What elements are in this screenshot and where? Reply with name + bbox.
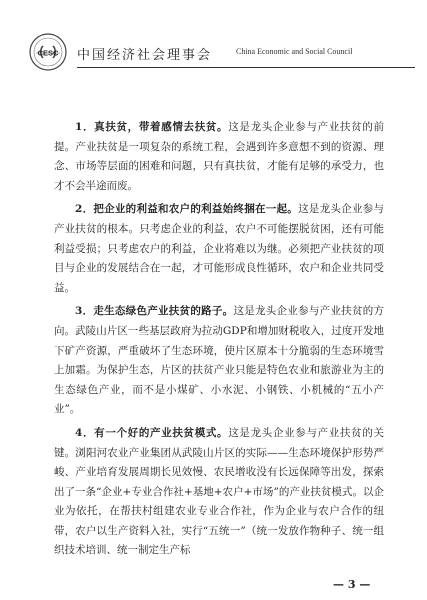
org-name-cn: 中国经济社会理事会 (77, 48, 213, 63)
paragraph-1-text: 这是龙头企业参与产业扶贫的前提。产业扶贫是一项复杂的系统工程，会遇到许多意想不到的资源、理念、市场等层面的困难和问题，只有真扶贫，才能有足够的承受力，也才不会半途而废。 (54, 121, 385, 192)
page-number: — 3 — (333, 578, 371, 591)
paragraph-2-heading: 2．把企业的利益和农户的利益始终捆在一起。 (75, 203, 299, 216)
paragraph-3-text: 这是龙头企业参与产业扶贫的方向。武陵山片区一些基层政府为拉动GDP和增加财税收入，过度开发地下矿产资源，严重破坏了生态环境，使片区原本十分脆弱的生态环境雪上加霜。为保护生态，片区的扶贫产业只能是特色农业和旅游业为主的生态绿色产业，而不是小煤矿、小水泥、小钢铁、小机械的“五小产业”。 (54, 305, 385, 416)
org-name-en: China Economic and Social Council (236, 47, 353, 56)
logo-text: CESC (37, 48, 59, 58)
page-header (22, 32, 402, 72)
paragraph-2-text: 这是龙头企业参与产业扶贫的根本。只考虑企业的利益，农户不可能摆脱贫困，还有可能利益受损；只考虑农户的利益，企业将难以为继。必须把产业扶贫的项目与企业的发展结合在一起，才可能形成良性循环，农户和企业共同受益。 (54, 203, 384, 294)
paragraph-1-heading: 1．真扶贫，带着感情去扶贫。 (75, 121, 229, 133)
document-body (54, 118, 384, 565)
paragraph-2 (54, 200, 384, 298)
paragraph-4-text: 这是龙头企业参与产业扶贫的关键。浏阳河农业产业集团从武陵山片区的实际——生态环境保护形势严峻、产业培育发展周期长见效慢、农民增收没有长远保障等出发，探索出了一条“企业+专业合作社+基地+农户+市场”的产业扶贫模式。以企业为依托，在帮扶村组建农业专业合作社，作为企业与农户合作的纽带，农户以生产资料入社，实行“五统一”（统一发放作物种子、统一组织技术培训、统一制定生产标 (54, 426, 385, 557)
paragraph-3-heading: 3．走生态绿色产业扶贫的路子。 (75, 305, 234, 318)
council-logo-icon (28, 32, 68, 72)
paragraph-4-heading: 4．有一个好的产业扶贫模式。 (75, 426, 229, 439)
header-divider (77, 67, 415, 68)
paragraph-4 (54, 424, 384, 561)
paragraph-3 (54, 302, 384, 420)
paragraph-1 (54, 118, 384, 196)
